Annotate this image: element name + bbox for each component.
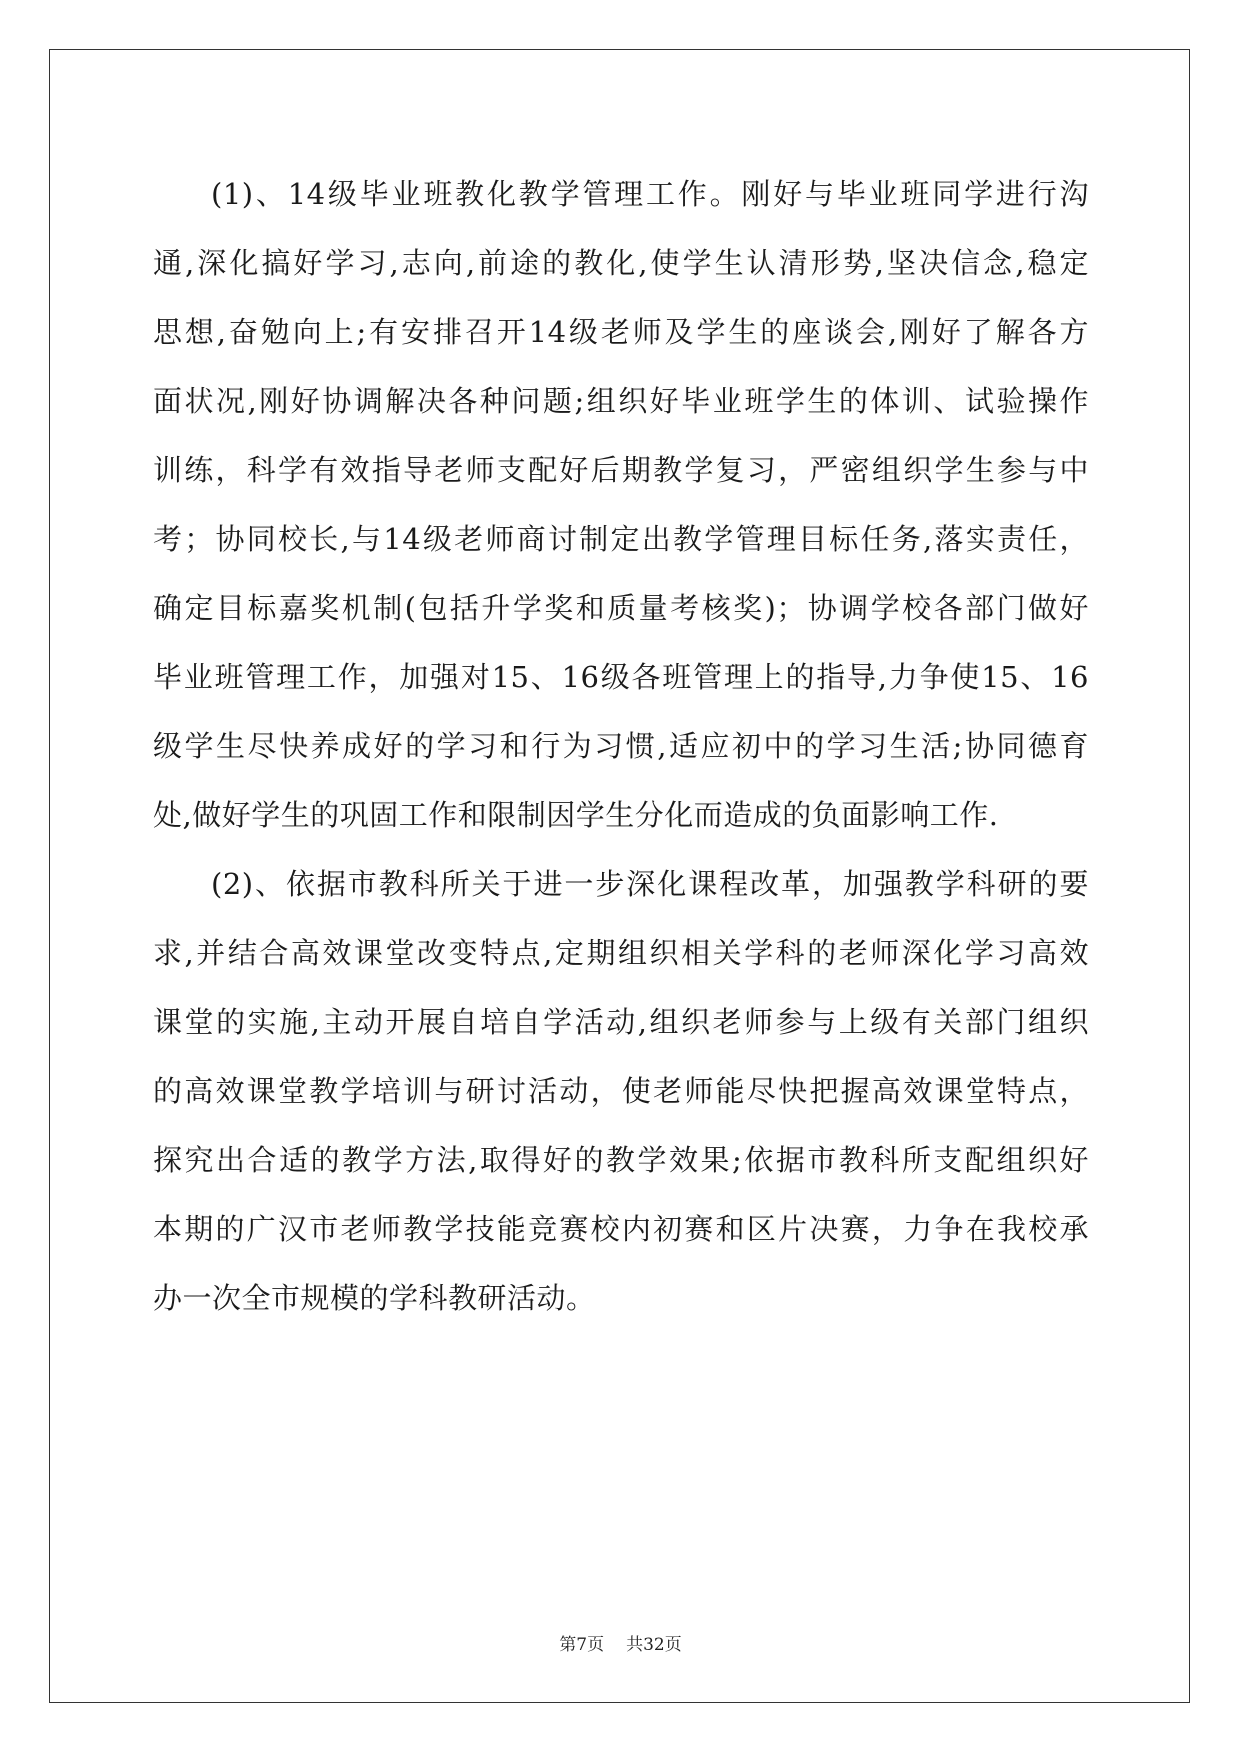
paragraph-2 — [153, 850, 1089, 1333]
text-line: 处,做好学生的巩固工作和限制因学生分化而造成的负面影响工作. — [153, 798, 999, 832]
text-line: 训练，科学有效指导老师支配好后期教学复习，严密组织学生参与中 — [153, 453, 1089, 487]
page-footer — [0, 1630, 1241, 1655]
paragraph-1 — [153, 160, 1089, 850]
text-line: 面状况,刚好协调解决各种问题;组织好毕业班学生的体训、试验操作 — [153, 384, 1089, 418]
document-body — [153, 160, 1089, 1333]
text-line: 考；协同校长,与14级老师商讨制定出教学管理目标任务,落实责任， — [153, 522, 1089, 556]
text-line: 级学生尽快养成好的学习和行为习惯,适应初中的学习生活;协同德育 — [153, 729, 1089, 763]
text-line: 求,并结合高效课堂改变特点,定期组织相关学科的老师深化学习高效 — [153, 936, 1089, 970]
text-line: 毕业班管理工作，加强对15、16级各班管理上的指导,力争使15、16 — [153, 660, 1089, 694]
text-line: 确定目标嘉奖机制(包括升学奖和质量考核奖)；协调学校各部门做好 — [153, 591, 1089, 625]
text-line: 课堂的实施,主动开展自培自学活动,组织老师参与上级有关部门组织 — [153, 1005, 1089, 1039]
text-line: (1)、14级毕业班教化教学管理工作。刚好与毕业班同学进行沟 — [211, 177, 1089, 211]
text-line: 的高效课堂教学培训与研讨活动，使老师能尽快把握高效课堂特点， — [153, 1074, 1089, 1108]
page-total: 共32页 — [626, 1635, 682, 1655]
text-line: (2)、依据市教科所关于进一步深化课程改革，加强教学科研的要 — [211, 867, 1089, 901]
text-line: 思想,奋勉向上;有安排召开14级老师及学生的座谈会,刚好了解各方 — [153, 315, 1089, 349]
text-line: 通,深化搞好学习,志向,前途的教化,使学生认清形势,坚决信念,稳定 — [153, 246, 1089, 280]
text-line: 本期的广汉市老师教学技能竞赛校内初赛和区片决赛，力争在我校承 — [153, 1212, 1089, 1246]
page-number: 第7页 — [559, 1635, 605, 1655]
text-line: 探究出合适的教学方法,取得好的教学效果;依据市教科所支配组织好 — [153, 1143, 1089, 1177]
text-line: 办一次全市规模的学科教研活动。 — [153, 1281, 596, 1315]
